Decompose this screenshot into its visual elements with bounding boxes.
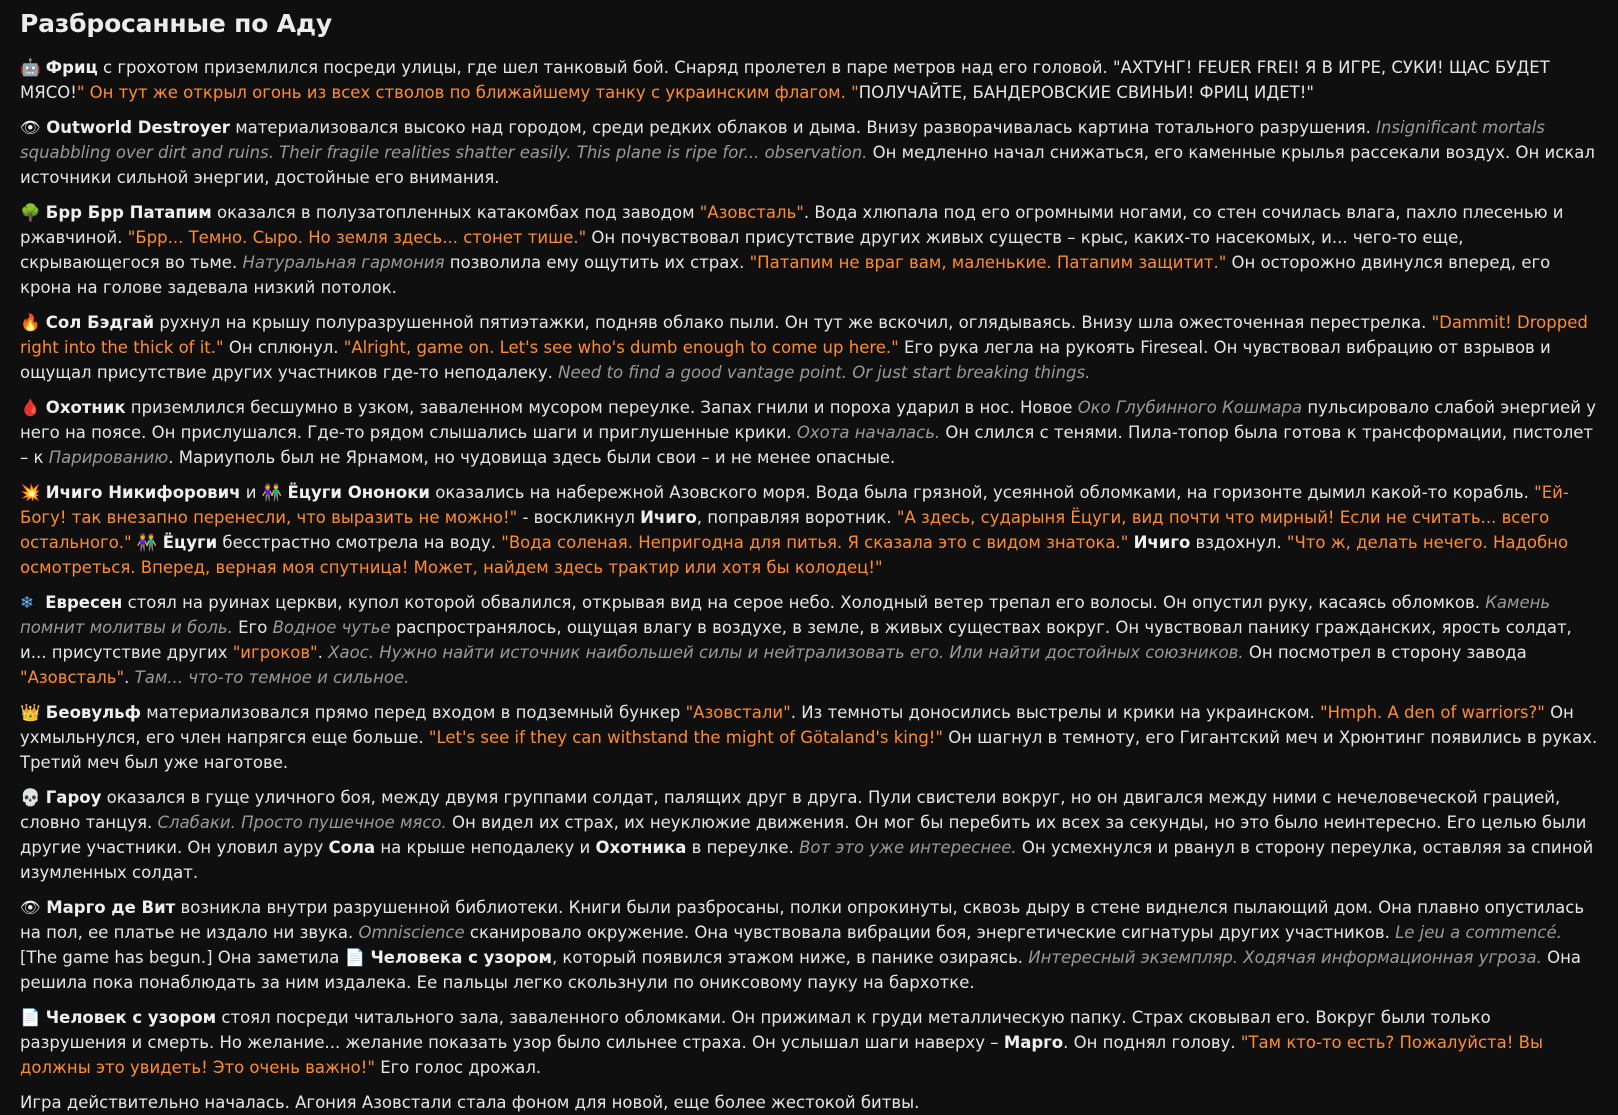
narration-text: Игра действительно началась. Агония Азовстали стала фоном для новой, еще более жестокой битвы. <box>20 1093 920 1112</box>
dialogue-quote: "Dammit! Dropped right into the thick of it." <box>20 313 1588 357</box>
character-name: Марго <box>1003 1033 1064 1052</box>
story-paragraph <box>20 590 1598 690</box>
narration-text: приземлился бесшумно в узком, заваленном мусором переулке. Запах гнили и пороха ударил в нос. Новое <box>125 398 1078 417</box>
dialogue-quote: " Он тут же открыл огонь из всех стволов по ближайшему танку с украинским флагом. " <box>76 83 859 102</box>
narration-text: . Вода хлюпала под его огромными ногами, со стен сочилась влага, пахло плесенью и ржавчиной. <box>20 203 1564 247</box>
character-name: Человека с узором <box>370 948 552 967</box>
inner-thought: Вот это уже интереснее. <box>799 838 1017 857</box>
character-name: Охотник <box>45 398 126 417</box>
dialogue-quote: "Брр... Темно. Сыро. Но земля здесь... стонет тише." <box>127 228 587 247</box>
character-name: Гароу <box>45 788 102 807</box>
narration-text: сканировало окружение. Она чувствовала вибрации боя, энергетические сигнатуры других участников. <box>464 923 1396 942</box>
story-paragraph <box>20 310 1598 385</box>
inner-thought: Insignificant mortals squabbling over dirt and ruins. Their fragile realities shatter easily. This plane is ripe for... observation. <box>20 118 1545 162</box>
narration-text: стоял на руинах церкви, купол которой обвалился, открывая вид на серое небо. Холодный ветер трепал его волосы. Он опустил руку, касаясь обломков. <box>122 593 1486 612</box>
story-paragraph <box>20 55 1598 105</box>
couple-icon: 👫 <box>136 533 158 552</box>
dialogue-quote: "Let's see if they can withstand the might of Götaland's king!" <box>428 728 943 747</box>
character-name: Брр Брр Патапим <box>45 203 212 222</box>
narration-text: Его <box>232 618 273 637</box>
narration-text: Она решила пока понаблюдать за ним издалека. Ее пальцы легко скользнули по ониксовому пауку на бархотке. <box>20 948 1581 992</box>
dialogue-quote: "Alright, game on. Let's see who's dumb enough to come up here." <box>343 338 899 357</box>
narration-text: позволила ему ощутить их страх. <box>444 253 750 272</box>
narration-text: , поправляя воротник. <box>696 508 897 527</box>
narration-text: стоял посреди читального зала, заваленного обломками. Он прижимал к груди металлическую папку. Страх сковывал его. Вокруг были только разрушения и смерть. Но желание... желание показать узор было сильнее страха. Он услышал шаги наверху – <box>20 1008 1491 1052</box>
fire-icon: 🔥 <box>20 313 41 332</box>
couple-icon: 👫 <box>261 483 283 502</box>
narration-text: . <box>124 668 135 687</box>
narration-text: [The game has begun.] Она заметила <box>20 948 345 967</box>
narration-text: Он сплюнул. <box>223 338 344 357</box>
dialogue-quote: "Азовстали" <box>685 703 791 722</box>
narration-text: , который появился этажом ниже, в панике озираясь. <box>551 948 1029 967</box>
narration-text: оказались на набережной Азовского моря. Вода была грязной, усеянной обломками, на горизонте дымил какой-то корабль. <box>429 483 1535 502</box>
character-name: Беовульф <box>45 703 141 722</box>
dialogue-quote: "А здесь, сударыня Ёцуги, вид почти что мирный! Если не считать... всего остального." <box>20 508 1550 552</box>
narration-text: Он усмехнулся и рванул в сторону переулка, оставляя за спиной изумленных солдат. <box>20 838 1594 882</box>
inner-thought: Интересный экземпляр. Ходячая информационная угроза. <box>1028 948 1542 967</box>
inner-thought: Водное чутье <box>272 618 391 637</box>
narration-text: Его голос дрожал. <box>374 1058 542 1077</box>
character-name: Ёцуги Ононоки <box>287 483 430 502</box>
narration-text: возникла внутри разрушенной библиотеки. Книги были разбросаны, полки опрокинуты, сквозь дыру в стене виднелся пылающий дом. Она плавно опустилась на пол, ее платье не издало ни звука. <box>20 898 1585 942</box>
inner-thought: Натуральная гармония <box>242 253 445 272</box>
character-name: Outworld Destroyer <box>46 118 230 137</box>
narration-text: пульсировало слабой энергией у него на поясе. Он прислушался. Где-то рядом слышались шаги и приглушенные крики. <box>20 398 1596 442</box>
page-title: Разбросанные по Аду <box>20 9 332 38</box>
narration-text: Он ухмыльнулся, его член напрягся еще больше. <box>20 703 1574 747</box>
narration-text: . Из темноты доносились выстрелы и крики на украинском. <box>790 703 1321 722</box>
inner-thought: Камень помнит молитвы и боль. <box>20 593 1551 637</box>
character-name: Ёцуги <box>162 533 218 552</box>
dialogue-quote: "Что ж, делать нечего. Надобно осмотреться. Вперед, верная моя спутница! Может, найдем здесь трактир или хотя бы колодец!" <box>20 533 1569 577</box>
explosion-icon: 💥 <box>20 483 41 502</box>
inner-thought: Там... что-то темное и сильное. <box>134 668 410 687</box>
inner-thought: Need to find a good vantage point. Or just start breaking things. <box>558 363 1091 382</box>
eye-icon: 👁 <box>20 898 41 917</box>
narration-text: - воскликнул <box>517 508 641 527</box>
dialogue-quote: "Азовсталь" <box>20 668 125 687</box>
narration-text: оказался в гуще уличного боя, между двумя группами солдат, палящих друг в друга. Пули свистели вокруг, но он двигался между ними с нечеловеческой грацией, словно танцуя. <box>20 788 1561 832</box>
character-name: Ичиго <box>1133 533 1191 552</box>
skull-icon: 💀 <box>20 788 41 807</box>
narration-text: материализовался прямо перед входом в подземный бункер <box>141 703 686 722</box>
character-name: Ичиго <box>640 508 697 527</box>
narration-text: материализовался высоко над городом, среди редких облаков и дыма. Внизу разворачивалась картина тотального разрушения. <box>229 118 1377 137</box>
narration-text: бесстрастно смотрела на воду. <box>217 533 502 552</box>
story-paragraph <box>20 1005 1598 1080</box>
blood-drop-icon: 🩸 <box>20 398 41 417</box>
narration-text: Он посмотрел в сторону завода <box>1243 643 1527 662</box>
narration-text: Он видел их страх, их неуклюжие движения. Он мог бы перебить их всех за секунды, но это было неинтересно. Его целью были другие участники. Он уловил ауру <box>20 813 1587 857</box>
character-name: Ичиго Никифорович <box>45 483 241 502</box>
dialogue-quote: "Ей-Богу! так внезапно перенесли, что выразить не можно!" <box>20 483 1569 527</box>
narration-text: распространялось, ощущая влагу в воздухе, в земле, в живых существах вокруг. Он чувствовал панику гражданских, ярость солдат, и... присутствие других <box>20 618 1572 662</box>
narration-text: Он медленно начал снижаться, его каменные крылья рассекали воздух. Он искал источники сильной энергии, достойные его внимания. <box>20 143 1595 187</box>
story-paragraph <box>20 1090 1598 1115</box>
character-name: Фриц <box>45 58 98 77</box>
robot-icon: 🤖 <box>20 58 41 77</box>
narration-text: и <box>240 483 262 502</box>
inner-thought: Хаос. Нужно найти источник наибольшей силы и нейтрализовать его. Или найти достойных союзников. <box>328 643 1244 662</box>
character-name: Сола <box>328 838 376 857</box>
character-name: Марго де Вит <box>46 898 176 917</box>
tree-icon: 🌳 <box>20 203 41 222</box>
inner-thought: Omniscience <box>358 923 465 942</box>
narration-text: вздохнул. <box>1190 533 1287 552</box>
narration-text: Он шагнул в темноту, его Гигантский меч и Хрюнтинг появились в руках. Третий меч был уже наготове. <box>20 728 1598 772</box>
character-name: Сол Бэдгай <box>45 313 155 332</box>
story-text <box>20 55 1598 1115</box>
story-paragraph <box>20 895 1598 995</box>
inner-thought: Охота началась. <box>796 423 941 442</box>
narration-text: Его рука легла на рукоять Fireseal. Он чувствовал вибрацию от взрывов и ощущал присутствие других участников где-то неподалеку. <box>20 338 1551 382</box>
story-paragraph <box>20 700 1598 775</box>
dialogue-quote: "Азовсталь" <box>699 203 804 222</box>
character-name: Евресен <box>45 593 123 612</box>
story-paragraph <box>20 200 1598 300</box>
character-name: Человек с узором <box>45 1008 217 1027</box>
dialogue-quote: "Hmph. A den of warriors?" <box>1320 703 1545 722</box>
inner-thought: Око Глубинного Кошмара <box>1077 398 1303 417</box>
snowflake-icon: ❄ <box>20 593 34 612</box>
narration-text: Он почувствовал присутствие других живых существ – крыс, каких-то насекомых, и... чего-то еще, скрывающегося во тьме. <box>20 228 1464 272</box>
story-paragraph <box>20 480 1598 580</box>
character-name: Охотника <box>595 838 687 857</box>
dialogue-quote: "Вода соленая. Непригодна для питья. Я сказала это с видом знатока." <box>501 533 1129 552</box>
dialogue-quote: "игроков" <box>232 643 318 662</box>
narration-text: . <box>317 643 329 662</box>
dialogue-quote: "Там кто-то есть? Пожалуйста! Вы должны это увидеть! Это очень важно!" <box>20 1033 1543 1077</box>
inner-thought: Слабаки. Просто пушечное мясо. <box>157 813 447 832</box>
narration-text: оказался в полузатопленных катакомбах под заводом <box>211 203 700 222</box>
story-paragraph <box>20 115 1598 190</box>
narration-text: на крыше неподалеку и <box>375 838 596 857</box>
narration-text: в переулке. <box>686 838 800 857</box>
narration-text: Он слился с тенями. Пила-топор была готова к трансформации, пистолет – к <box>20 423 1594 467</box>
narration-text: ПОЛУЧАЙТЕ, БАНДЕРОВСКИЕ СВИНЬИ! ФРИЦ ИДЕТ!" <box>858 83 1314 102</box>
inner-thought: Le jeu a commencé. <box>1395 923 1562 942</box>
narration-text: . Мариуполь был не Ярнамом, но чудовища здесь были свои – и не менее опасные. <box>168 448 896 467</box>
story-paragraph <box>20 395 1598 470</box>
story-paragraph <box>20 785 1598 885</box>
eye-icon: 👁 <box>20 118 41 137</box>
page-icon: 📄 <box>344 948 366 967</box>
narration-text: с грохотом приземлился посреди улицы, где шел танковый бой. Снаряд пролетел в паре метров над его головой. "АХТУНГ! FEUER FREI! Я В ИГРЕ, СУКИ! ЩАС БУДЕТ МЯСО! <box>20 58 1550 102</box>
crown-icon: 👑 <box>20 703 41 722</box>
narration-text: Он осторожно двинулся вперед, его крона на голове задевала низкий потолок. <box>20 253 1551 297</box>
dialogue-quote: "Патапим не враг вам, маленькие. Патапим защитит." <box>749 253 1227 272</box>
narration-text: рухнул на крышу полуразрушенной пятиэтажки, подняв облако пыли. Он тут же вскочил, оглядываясь. Внизу шла ожесточенная перестрелка. <box>154 313 1432 332</box>
narration-text: . Он поднял голову. <box>1063 1033 1241 1052</box>
page-icon: 📄 <box>20 1008 41 1027</box>
inner-thought: Парированию <box>48 448 169 467</box>
